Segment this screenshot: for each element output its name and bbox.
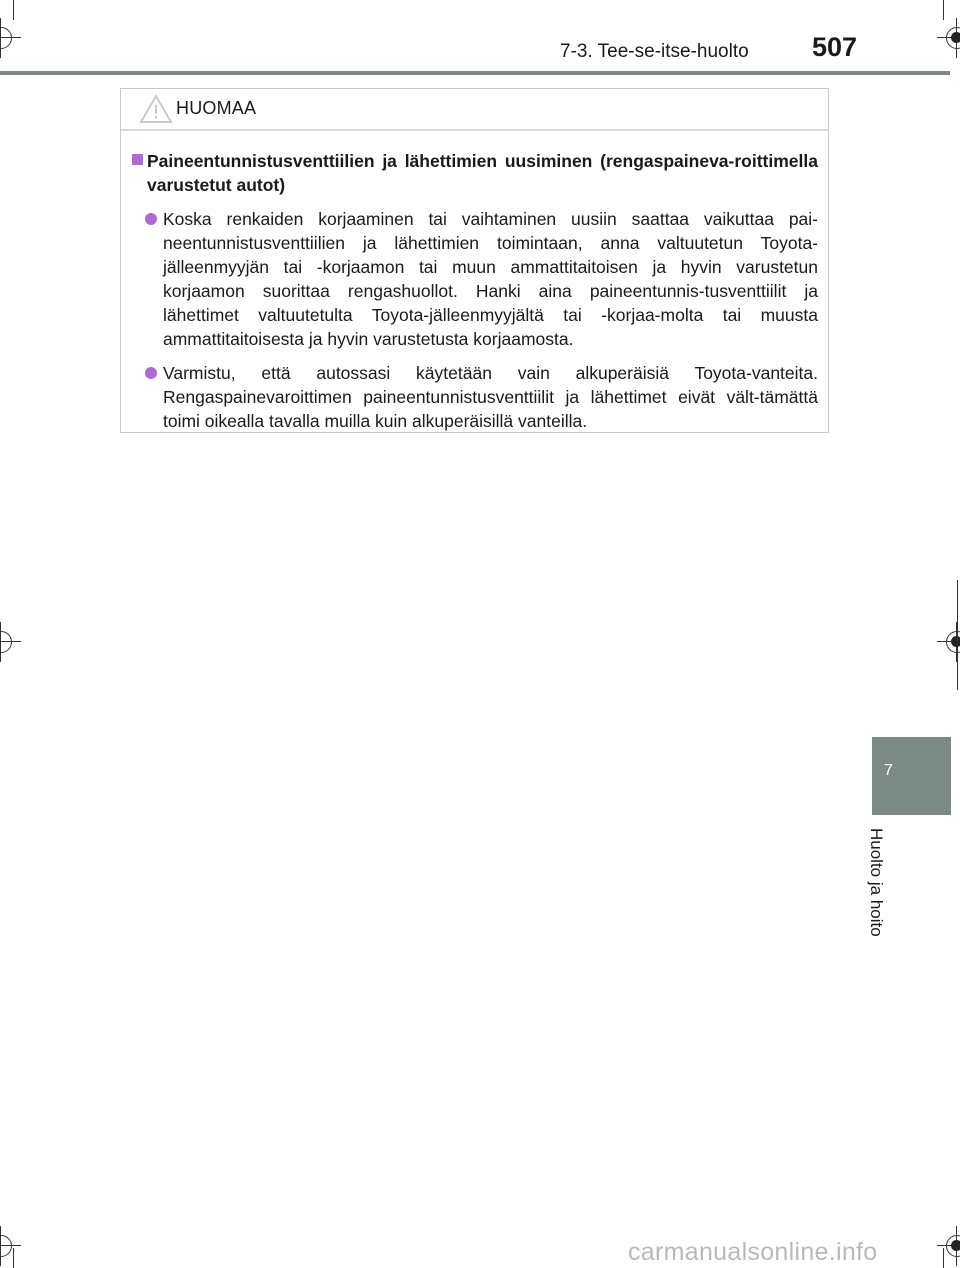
watermark: carmanualsonline.info (628, 1238, 878, 1266)
crop-line-bottom-left (13, 1248, 14, 1268)
notice-heading-text: Paineentunnistusventtiilien ja lähettimien uusiminen (rengaspaineva-roittimella varustetut autot) (147, 151, 818, 195)
round-bullet-icon (145, 367, 157, 379)
crop-line-right-upper (957, 580, 958, 690)
notice-header (121, 89, 828, 131)
registration-mark-top-left (0, 18, 21, 58)
notice-heading (131, 149, 818, 197)
page-number: 507 (812, 32, 858, 62)
chapter-title: Huolto ja hoito (867, 828, 886, 937)
list-item (131, 361, 818, 433)
registration-mark-bottom-left (0, 1226, 21, 1266)
crop-line-top-right (943, 0, 944, 20)
notice-label: HUOMAA (176, 98, 257, 118)
crop-line-top-left (13, 0, 14, 20)
list-item-text: Koska renkaiden korjaaminen tai vaihtaminen uusiin saattaa vaikuttaa pai-neentunnistusventtiilien ja lähettimien toimintaan, anna valtuutetun Toyota-jälleenmyyjän tai -korjaamon tai muun ammattitaitoisen ja hyvin varustetun korjaamon suorittaa rengashuollot. Hanki aina paineentunnis-tusventtiilit ja lähettimet valtuutetulta Toyota-jälleenmyyjältä tai -korjaa-molta tai muusta ammattitaitoisesta ja hyvin varustetusta korjaamosta. (163, 209, 818, 349)
section-title: 7-3. Tee-se-itse-huolto (560, 41, 749, 62)
notice-body (121, 131, 828, 433)
registration-mark-top-right (937, 18, 960, 58)
notice-box (120, 88, 829, 433)
square-bullet-icon (132, 154, 143, 165)
registration-mark-bottom-right (937, 1226, 960, 1266)
registration-mark-mid-left (0, 622, 21, 662)
list-item-text: Varmistu, että autossasi käytetään vain alkuperäisiä Toyota-vanteita. Rengaspainevaroittimen paineentunnistusventtiilit ja lähettimet eivät vält-tämättä toimi oikealla tavalla muilla kuin alkuperäisillä vanteilla. (163, 363, 818, 431)
chapter-number: 7 (884, 762, 893, 779)
warning-triangle-icon (139, 94, 173, 124)
crop-line-bottom-right (943, 1248, 944, 1268)
round-bullet-icon (145, 213, 157, 225)
header-rule (0, 71, 950, 75)
list-item (131, 207, 818, 351)
